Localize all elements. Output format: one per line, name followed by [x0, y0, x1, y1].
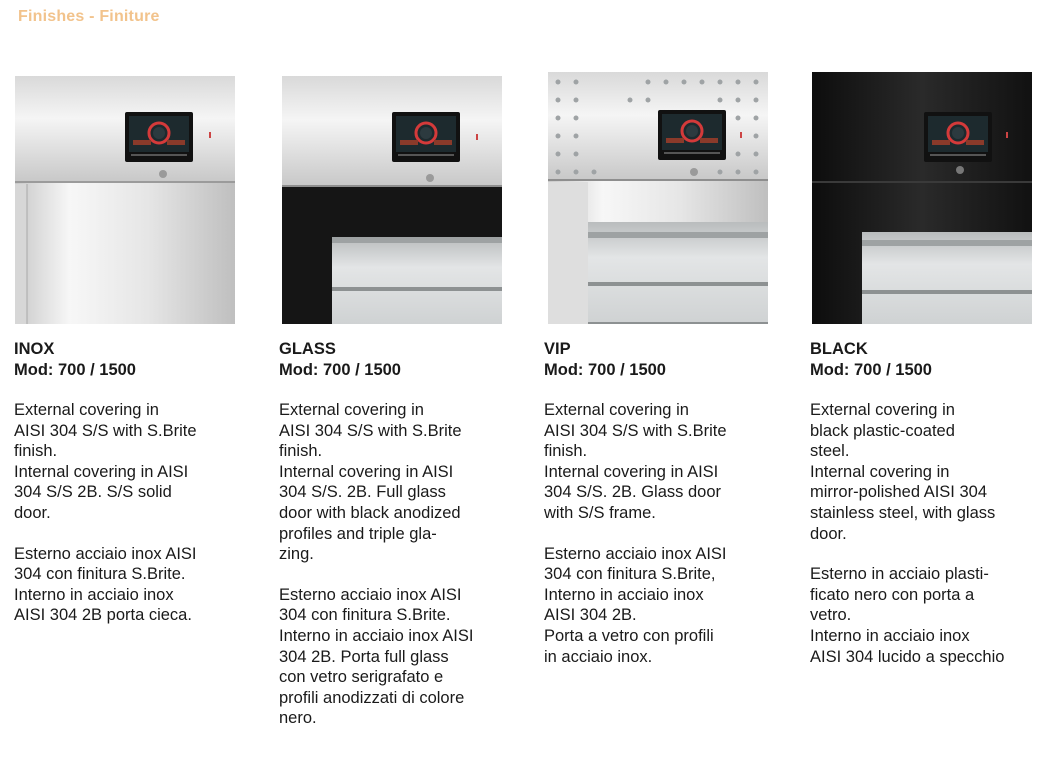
product-name: VIP: [544, 340, 571, 358]
description-english: External covering in AISI 304 S/S with S.Brite finish. Internal covering in AISI 304 S/S. 2B. Full glass door with black anodized profiles and triple gla- zing.: [279, 401, 462, 564]
glass-details: [279, 339, 519, 729]
inox-details: [14, 339, 254, 626]
product-model: Mod: 700 / 1500: [14, 361, 136, 379]
description-italian: Esterno acciaio inox AISI 304 con finitura S.Brite. Interno in acciaio inox AISI 304 2B. Porta full glass con vetro serigrafato e profili anodizzati di colore nero.: [279, 585, 474, 728]
product-name: BLACK: [810, 340, 868, 358]
description-italian: Esterno acciaio inox AISI 304 con finitura S.Brite, Interno in acciaio inox AISI 304 2B. Porta a vetro con profili in acciaio inox.: [544, 544, 727, 666]
product-model: Mod: 700 / 1500: [279, 361, 401, 379]
product-model: Mod: 700 / 1500: [544, 361, 666, 379]
product-model: Mod: 700 / 1500: [810, 361, 932, 379]
vip-details: [544, 339, 784, 667]
product-name: INOX: [14, 340, 55, 358]
inox-cabinet-image: [15, 72, 235, 324]
black-details: [810, 339, 1050, 667]
black-cabinet-image: [812, 72, 1032, 324]
description-english: External covering in AISI 304 S/S with S.Brite finish. Internal covering in AISI 304 S/S 2B. S/S solid door.: [14, 401, 197, 522]
description-italian: Esterno in acciaio plasti- ficato nero con porta a vetro. Interno in acciaio inox AISI 304 lucido a specchio: [810, 565, 1005, 666]
product-name: GLASS: [279, 340, 336, 358]
description-italian: Esterno acciaio inox AISI 304 con finitura S.Brite. Interno in acciaio inox AISI 304 2B porta cieca.: [14, 544, 197, 625]
description-english: External covering in black plastic-coated steel. Internal covering in mirror-polished AISI 304 stainless steel, with glass door.: [810, 401, 996, 543]
glass-cabinet-image: [282, 72, 502, 324]
page-title: Finishes - Finiture: [18, 8, 160, 25]
vip-cabinet-image: [548, 72, 768, 324]
description-english: External covering in AISI 304 S/S with S.Brite finish. Internal covering in AISI 304 S/S. 2B. Glass door with S/S frame.: [544, 401, 727, 522]
